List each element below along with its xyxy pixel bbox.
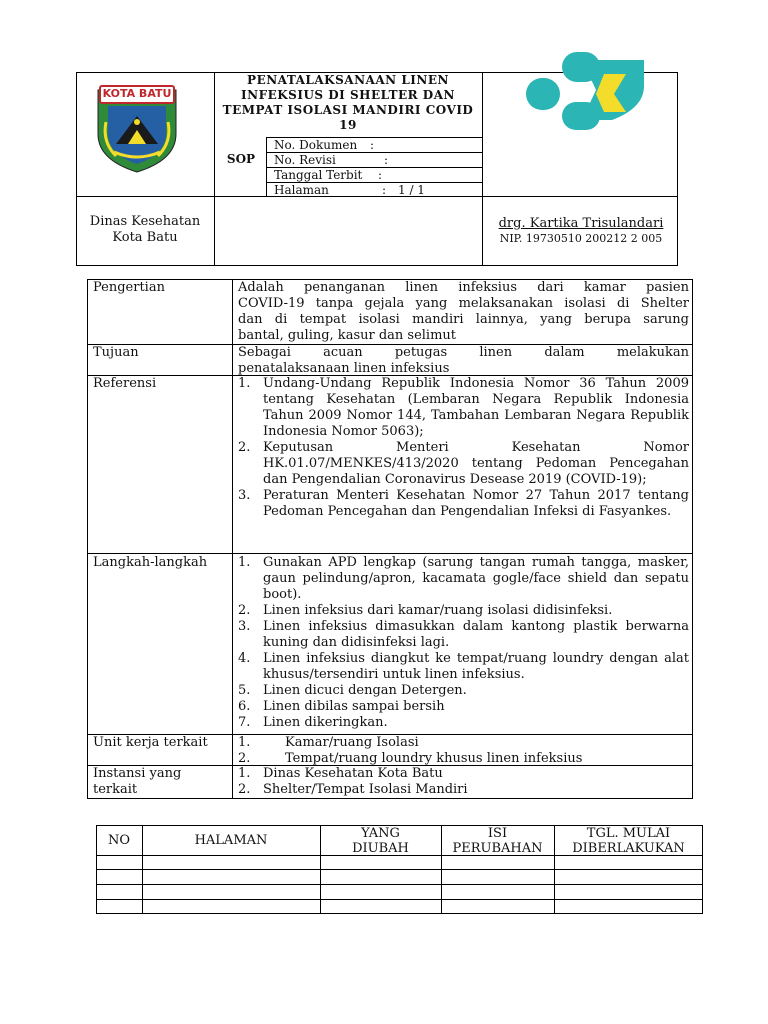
- field-label: Tanggal Terbit: [274, 168, 363, 182]
- header-line: ISI: [487, 826, 508, 841]
- item-text: Tempat/ruang loundry khusus linen infeksius: [285, 751, 583, 766]
- item-text: Undang-Undang Republik Indonesia Nomor 36 Tahun 2009 tentang Kesehatan (Lembaran Negara Republik Indonesia Tahun 2009 Nomor 144, Tambahan Lembaran Negara Republik Indonesia Nomor 5063);: [263, 376, 689, 439]
- row-label-tujuan: Tujuan: [93, 345, 139, 360]
- list-item: [238, 376, 689, 440]
- item-number: 6.: [238, 699, 251, 714]
- column-header-halaman: [142, 833, 320, 848]
- item-text: Dinas Kesehatan Kota Batu: [263, 766, 443, 781]
- header-line: HALAMAN: [194, 833, 268, 848]
- item-number: 4.: [238, 651, 251, 666]
- list-item: [238, 699, 689, 715]
- tujuan-text: [238, 345, 689, 377]
- text-line: bantal, guling, kasur dan selimut: [238, 328, 457, 343]
- field-label: No. Revisi: [274, 153, 336, 167]
- list-item: [238, 766, 689, 782]
- list-item: [238, 683, 689, 699]
- row-label-pengertian: Pengertian: [93, 280, 165, 295]
- item-number: 5.: [238, 683, 251, 698]
- pengertian-text: [238, 280, 689, 344]
- row-label-instansi: [93, 766, 181, 798]
- item-text: Gunakan APD lengkap (sarung tangan rumah tangga, masker, gaun pelindung/apron, kacamata gogle/face shield dan sepatu boot).: [263, 555, 689, 602]
- ministry-logo: [522, 50, 648, 132]
- row-label-referensi: Referensi: [93, 376, 157, 391]
- item-number: 1.: [238, 555, 251, 570]
- text-line: Sebagai acuan petugas linen dalam melakukan: [238, 345, 689, 360]
- item-number: 1.: [238, 766, 251, 781]
- header-line: TGL. MULAI: [586, 826, 671, 841]
- text-line: penatalaksanaan linen infeksius: [238, 361, 450, 376]
- list-item: [238, 619, 689, 651]
- row-divider: [96, 884, 703, 885]
- row-divider: [87, 553, 693, 554]
- list-item: [238, 751, 689, 767]
- item-number: 2.: [238, 782, 251, 797]
- item-number: 1.: [238, 376, 251, 391]
- department-line: Kota Batu: [112, 230, 178, 245]
- item-text: Keputusan Menteri Kesehatan Nomor HK.01.07/MENKES/413/2020 tentang Pedoman Pencegahan dan Pengendalian Coronavirus Desease 2019 (COVID-19);: [263, 440, 689, 487]
- column-header-isi-perubahan: [441, 826, 554, 856]
- unit-list: [238, 735, 689, 767]
- item-number: 2.: [238, 603, 251, 618]
- field-separator: :: [370, 138, 375, 152]
- list-item: [238, 651, 689, 683]
- signatory-name: drg. Kartika Trisulandari: [498, 216, 664, 231]
- item-number: 3.: [238, 488, 251, 503]
- list-item: [238, 603, 689, 619]
- field-label: No. Dokumen: [274, 138, 358, 152]
- column-header-no: [96, 833, 142, 848]
- item-number: 1.: [238, 735, 251, 750]
- label-line: terkait: [93, 782, 138, 797]
- text-line: Adalah penanganan linen infeksius dari kamar pasien: [238, 280, 689, 295]
- field-tanggal-terbit: [274, 168, 484, 182]
- field-halaman: [274, 183, 484, 197]
- list-item: [238, 488, 689, 520]
- item-text: Linen dikeringkan.: [263, 715, 388, 730]
- header-line: DIBERLAKUKAN: [572, 841, 685, 856]
- list-item: [238, 715, 689, 731]
- field-no-revisi: [274, 153, 484, 167]
- row-divider: [96, 869, 703, 870]
- logo-text: KOTA BATU: [102, 87, 172, 100]
- item-text: Kamar/ruang Isolasi: [285, 735, 419, 750]
- column-header-yang-diubah: [320, 826, 441, 856]
- list-item: [238, 782, 689, 798]
- list-item: [238, 555, 689, 603]
- item-number: 2.: [238, 751, 251, 766]
- header-line: NO: [107, 833, 131, 848]
- item-number: 3.: [238, 619, 251, 634]
- department-line: Dinas Kesehatan: [89, 214, 201, 229]
- langkah-list: [238, 555, 689, 731]
- header-divider: [214, 72, 215, 266]
- row-label-langkah: Langkah-langkah: [93, 555, 208, 570]
- item-text: Peraturan Menteri Kesehatan Nomor 27 Tahun 2017 tentang Pedoman Pencegahan dan Pengendalian Infeksi di Fasyankes.: [263, 488, 689, 519]
- kota-batu-logo: [92, 82, 182, 174]
- field-separator: :: [382, 183, 387, 197]
- list-item: [238, 440, 689, 488]
- list-item: [238, 735, 689, 751]
- item-text: Linen infeksius dimasukkan dalam kantong plastik berwarna kuning dan didisinfeksi lagi.: [263, 619, 689, 650]
- label-line: Instansi yang: [93, 766, 182, 781]
- item-number: 7.: [238, 715, 251, 730]
- item-text: Linen infeksius dari kamar/ruang isolasi didisinfeksi.: [263, 603, 613, 618]
- text-line: COVID-19 tanpa gejala yang melaksanakan isolasi di Shelter: [238, 296, 689, 311]
- field-separator: :: [384, 153, 389, 167]
- sop-title: PENATALAKSANAAN LINEN INFEKSIUS DI SHELTER DAN TEMPAT ISOLASI MANDIRI COVID 19: [222, 73, 474, 132]
- header-line: PERUBAHAN: [452, 841, 543, 856]
- field-separator: :: [378, 168, 383, 182]
- sop-label: SOP: [226, 152, 256, 166]
- department-name: [78, 214, 212, 246]
- row-divider: [96, 899, 703, 900]
- header-line: YANG: [361, 826, 400, 841]
- field-label: Halaman: [274, 183, 329, 197]
- item-text: Shelter/Tempat Isolasi Mandiri: [263, 782, 468, 797]
- referensi-list: [238, 376, 689, 520]
- item-text: Linen dicuci dengan Detergen.: [263, 683, 467, 698]
- item-number: 2.: [238, 440, 251, 455]
- text-line: dan di tempat isolasi mandiri lainnya, yang berupa sarung: [238, 312, 689, 327]
- field-no-dokumen: [274, 138, 484, 152]
- signatory-nip: NIP. 19730510 200212 2 005: [499, 232, 663, 245]
- field-value: 1 / 1: [398, 183, 425, 197]
- header-line: DIUBAH: [352, 841, 409, 856]
- item-text: Linen dibilas sampai bersih: [263, 699, 445, 714]
- column-header-tgl-mulai: [554, 826, 703, 856]
- column-divider: [232, 279, 233, 799]
- item-text: Linen infeksius diangkut ke tempat/ruang loundry dengan alat khusus/tersendiri untuk linen infeksius.: [263, 651, 689, 682]
- row-label-unit: Unit kerja terkait: [93, 735, 208, 750]
- instansi-list: [238, 766, 689, 798]
